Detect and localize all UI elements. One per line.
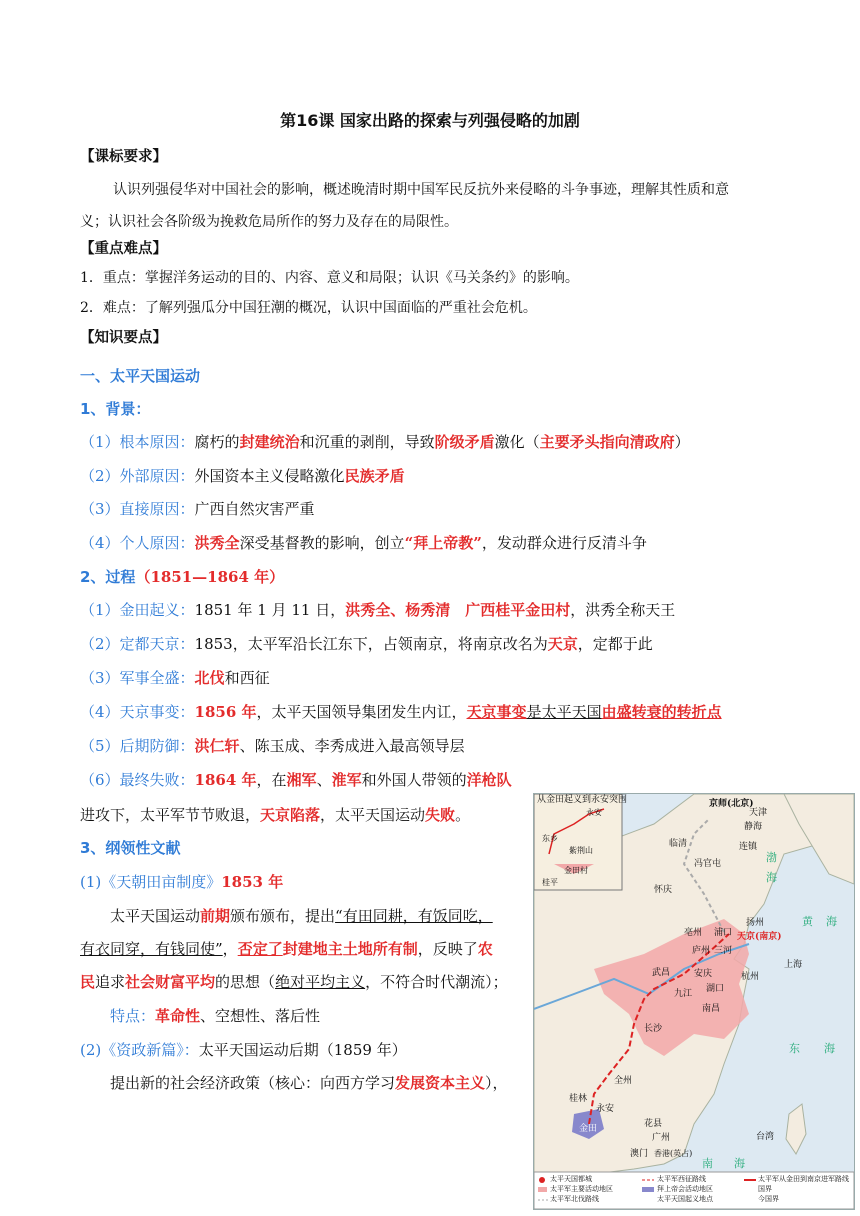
map-place: 永安 [596,1104,615,1114]
process-item-3: （3）军事全盛：北伐和西征 [80,669,270,687]
document-2: (2)《资政新篇》：太平天国运动后期（1859 年） [80,1041,407,1059]
map-place: 南昌 [702,1004,721,1014]
standard-text-2: 义；认识社会各阶级为挽救危局所作的努力及存在的局限性。 [80,214,458,230]
map-sea-label: 南 [702,1157,713,1170]
map-legend-item: 太平军主要活动地区 [550,1185,613,1193]
map-place: 武昌 [652,968,671,978]
map-sea-label: 海 [734,1157,745,1170]
map-place: 澳门 [630,1149,649,1159]
bg-item-4: （4）个人原因：洪秀全深受基督教的影响，创立“拜上帝教”，发动群众进行反清斗争 [80,534,647,552]
document-1-line-b: 有衣同穿，有钱同使”，否定了封建地主土地所有制，反映了农 [80,940,493,958]
map-place: 金田 [579,1124,598,1134]
map-place: 浦口 [714,928,733,938]
map-place: 花县 [644,1119,663,1129]
map-place: 三河 [714,946,733,956]
document-1-line-c: 民追求社会财富平均的思想（绝对平均主义，不符合时代潮流）； [80,973,508,991]
map-place: 杭州 [741,972,760,982]
process-item-4: （4）天京事变：1856 年，太平天国领导集团发生内讧，天京事变是太平天国由盛转衰的转折点 [80,703,722,721]
map-place: 香港(英占) [654,1149,693,1158]
map-place: 全州 [614,1076,633,1086]
map-place: 天京(南京) [737,932,782,942]
process-item-6-cont: 进攻下，太平军节节败退，天京陷落，太平天国运动失败。 [80,806,471,824]
map-taiwan-island [786,1104,806,1154]
document-2-line-a: 提出新的社会经济政策（核心：向西方学习发展资本主义）， [110,1074,508,1092]
map-place: 怀庆 [654,885,673,895]
document-1: (1)《天朝田亩制度》1853 年 [80,873,284,891]
map-place: 连镇 [739,842,758,852]
process-item-6: （6）最终失败：1864 年，在湘军、淮军和外国人带领的洋枪队 [80,771,512,789]
map-place: 湖口 [706,984,725,994]
key-point-2: 2．难点：了解列强瓜分中国狂潮的概况，认识中国面临的严重社会危机。 [80,300,537,316]
map-sea-label: 海 [766,871,777,884]
map-legend-item: 太平军北伐路线 [550,1195,599,1203]
key-point-1: 1．重点：掌握洋务运动的目的、内容、意义和局限；认识《马关条约》的影响。 [80,270,579,286]
taiping-map [533,793,855,1210]
map-place: 台湾 [756,1132,775,1142]
bg-item-2: （2）外部原因：外国资本主义侵略激化民族矛盾 [80,467,405,485]
map-place: 上海 [784,960,803,970]
document-1-line-a: 太平天国运动前期颁布颁布，提出“有田同耕，有饭同吃， [110,907,493,925]
map-place: 扬州 [746,918,765,928]
document-1-features: 特点：革命性、空想性、落后性 [110,1007,321,1025]
page-title: 第16课 国家出路的探索与列强侵略的加剧 [280,111,580,130]
process-item-2: （2）定都天京：1853，太平军沿长江东下，占领南京，将南京改名为天京，定都于此 [80,635,653,653]
map-place: 天津 [749,808,768,818]
map-legend-item: 太平军西征路线 [657,1175,706,1183]
map-legend-item: 国界 [758,1185,772,1193]
map-place: 静海 [744,822,763,832]
map-legend-item: 太平天国起义地点 [657,1195,713,1203]
map-legend-item: 太平天国都城 [550,1175,592,1183]
map-place: 九江 [674,989,693,999]
map-place: 庐州 [692,946,711,956]
map-legend-item: 今国界 [758,1195,779,1203]
process-heading: 2、过程（1851—1864 年） [80,568,285,586]
map-place: 广州 [652,1133,671,1143]
map-place: 安庆 [694,969,713,979]
map-sea-label: 东 [789,1042,800,1055]
map-legend-item: 拜上帝会活动地区 [657,1185,713,1193]
map-place: 京师(北京) [709,799,754,809]
map-sea-label: 海 [824,1042,835,1055]
standard-text-1: 认识列强侵华对中国社会的影响，概述晚清时期中国军民反抗外来侵略的斗争事迹，理解其性质和意 [113,182,729,198]
map-sea-label: 黄 [802,915,813,928]
map-place: 长沙 [644,1024,663,1034]
map-sea-label: 渤 [766,851,777,864]
part1-heading: 一、太平天国运动 [80,367,201,385]
process-item-1: （1）金田起义：1851 年 1 月 11 日，洪秀全、杨秀清 广西桂平金田村，洪秀全称天王 [80,601,676,619]
bg-item-3: （3）直接原因：广西自然灾害严重 [80,500,315,518]
map-place: 临清 [669,839,688,849]
map-place: 金田村 [564,866,588,875]
bg-item-1: （1）根本原因：腐朽的封建统治和沉重的剥削，导致阶级矛盾激化（主要矛头指向清政府） [80,433,690,451]
map-place: 冯官屯 [694,859,722,869]
process-item-5: （5）后期防御：洪仁轩、陈玉成、李秀成进入最高领导层 [80,737,465,755]
map-place: 紫荆山 [569,846,593,855]
map-sea-label: 海 [826,915,837,928]
section-key-head: 【重点难点】 [80,241,167,257]
section-points-head: 【知识要点】 [80,330,167,346]
documents-heading: 3、纲领性文献 [80,839,181,857]
background-heading: 1、背景： [80,400,151,418]
map-inset-title: 从金田起义到永安突围 [537,795,628,805]
map-legend-item: 太平军从金田到南京进军路线 [758,1175,849,1183]
map-place: 东乡 [542,834,558,843]
map-place: 永安 [586,808,602,817]
section-standard-head: 【课标要求】 [80,149,167,165]
map-place: 桂平 [542,878,558,887]
map-place: 亳州 [684,928,703,938]
map-place: 桂林 [569,1094,588,1104]
